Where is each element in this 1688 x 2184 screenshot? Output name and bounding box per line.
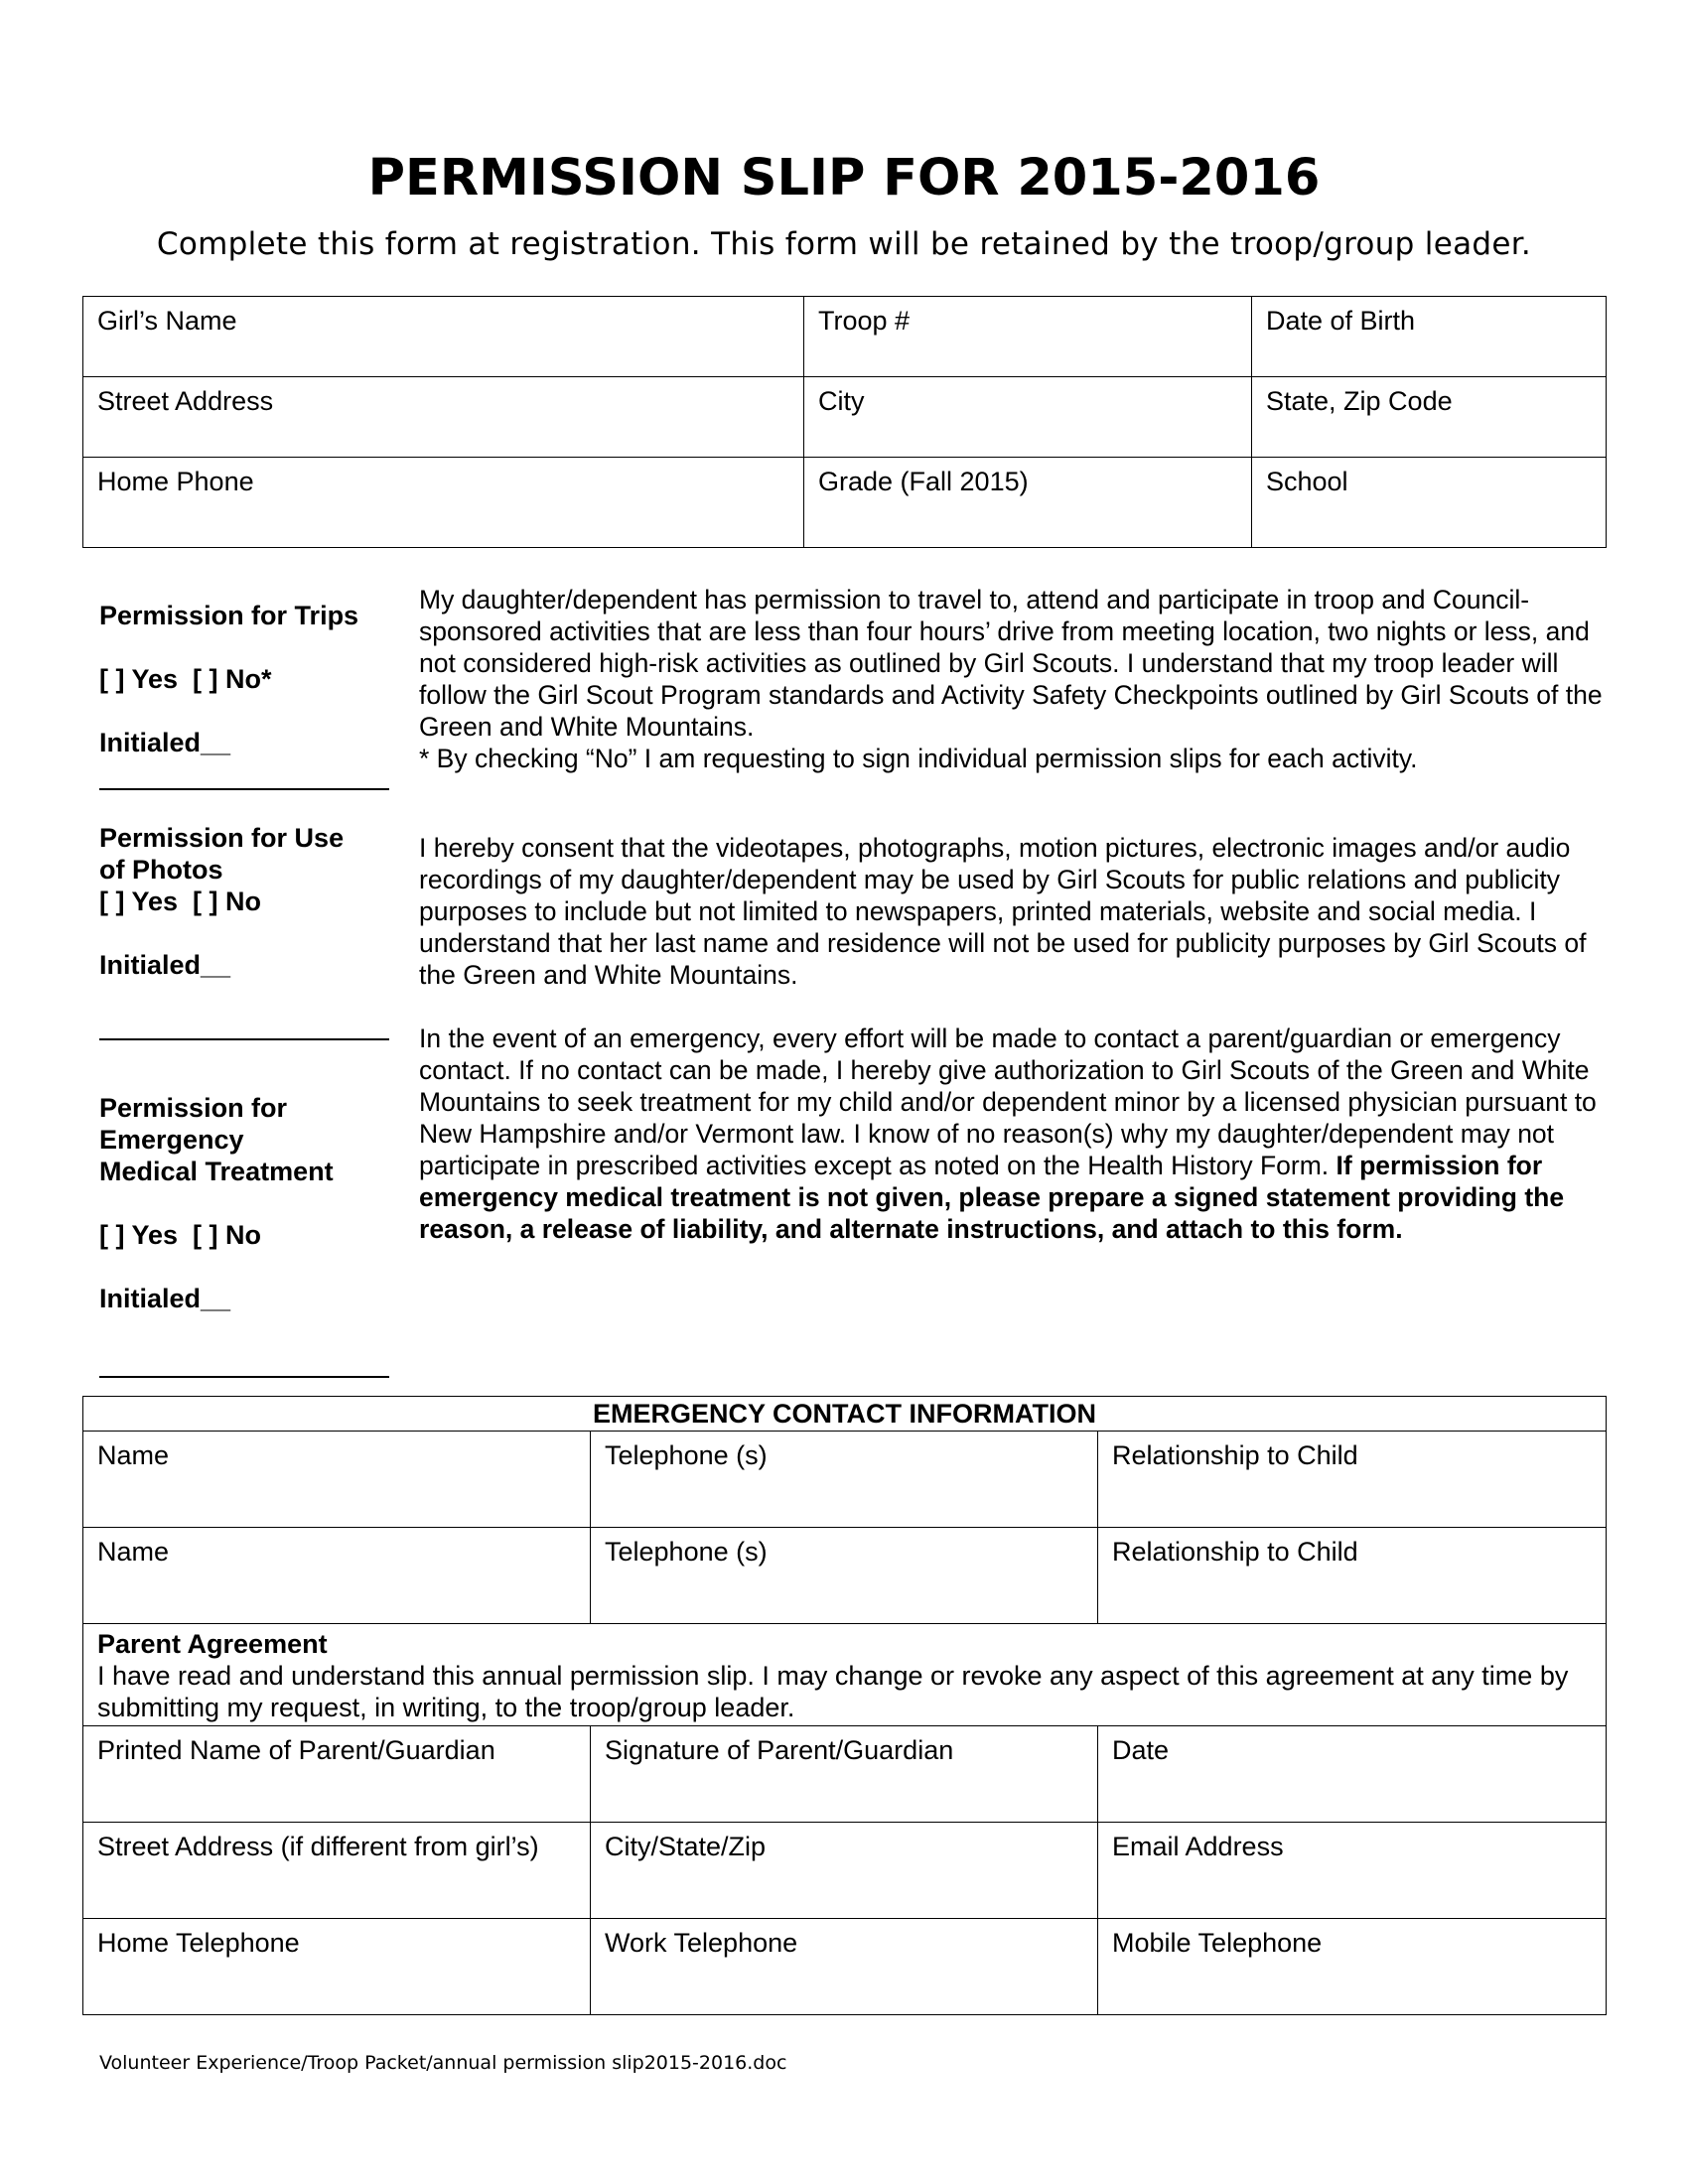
medical-body: In the event of an emergency, every effort will be made to contact a parent/guardian or emergency contact. If no contact can be made, I hereby give authorization to Girl Scouts of the Green and White Mountains to seek treatment for my child and/or dependent minor by a licensed physician pursuant to New Hampshire and/or Vermont law. I know of no reason(s) why my daughter/dependent may not participate in prescribed activities except as noted on the Health History Form. — [419, 1024, 1597, 1180]
photos-initialed[interactable]: Initialed__ — [99, 950, 231, 980]
state-zip-field[interactable]: State, Zip Code — [1252, 377, 1607, 458]
medical-heading-line3: Medical Treatment — [99, 1157, 334, 1186]
parent-email-field[interactable]: Email Address — [1098, 1823, 1607, 1919]
table-row — [83, 1528, 1607, 1624]
divider — [99, 1376, 389, 1378]
parent-agreement-heading: Parent Agreement — [97, 1629, 328, 1659]
parent-agreement-text: I have read and understand this annual permission slip. I may change or revoke any aspect of this agreement at any time by submitting my request, in writing, to the troop/group leader. — [97, 1661, 1569, 1722]
contact-telephone-field[interactable]: Telephone (s) — [591, 1528, 1098, 1624]
photos-heading — [99, 822, 397, 886]
medical-heading — [99, 1092, 397, 1187]
photos-text: I hereby consent that the videotapes, photographs, motion pictures, electronic images and/or audio recordings of my daughter/dependent may be used by Girl Scouts for public relations and publicity purposes to include but not limited to newspapers, printed materials, website and social media. I understand that her last name and residence will not be used for publicity purposes by Girl Scouts of the Green and White Mountains. — [419, 833, 1587, 990]
troop-number-field[interactable]: Troop # — [804, 297, 1252, 377]
table-row — [83, 1726, 1607, 1823]
medical-bold-text: If permission for emergency medical treatment is not given, please prepare a signed statement providing the reason, a release of liability, and alternate instructions, and attach to this form. — [419, 1151, 1565, 1244]
parent-mobile-telephone-field[interactable]: Mobile Telephone — [1098, 1919, 1607, 2015]
table-row — [83, 1919, 1607, 2015]
parent-agreement — [83, 1624, 1607, 1726]
street-address-field[interactable]: Street Address — [83, 377, 804, 458]
page-title: PERMISSION SLIP FOR 2015-2016 — [367, 149, 1321, 207]
contact-relationship-field[interactable]: Relationship to Child — [1098, 1528, 1607, 1624]
table-row — [83, 297, 1607, 377]
table-row — [83, 458, 1607, 548]
parent-work-telephone-field[interactable]: Work Telephone — [591, 1919, 1098, 2015]
table-row — [83, 1624, 1607, 1726]
table-row — [83, 1432, 1607, 1528]
medical-yes-no-checkboxes[interactable]: [ ] Yes [ ] No — [99, 1220, 262, 1250]
parent-street-address-field[interactable]: Street Address (if different from girl’s) — [83, 1823, 591, 1919]
medical-initialed[interactable]: Initialed__ — [99, 1284, 231, 1313]
parent-home-telephone-field[interactable]: Home Telephone — [83, 1919, 591, 2015]
emergency-contact-table — [82, 1396, 1607, 2015]
page-subtitle: Complete this form at registration. This form will be retained by the troop/group leader. — [156, 226, 1532, 262]
trips-text — [419, 584, 1611, 774]
photos-yes-no-checkboxes[interactable]: [ ] Yes [ ] No — [99, 887, 262, 916]
photos-heading-line2: of Photos — [99, 855, 223, 885]
contact-relationship-field[interactable]: Relationship to Child — [1098, 1432, 1607, 1528]
table-header-row — [83, 1397, 1607, 1432]
table-row — [83, 1823, 1607, 1919]
emergency-header: EMERGENCY CONTACT INFORMATION — [83, 1397, 1607, 1432]
parent-date-field[interactable]: Date — [1098, 1726, 1607, 1823]
divider — [99, 1038, 389, 1040]
school-field[interactable]: School — [1252, 458, 1607, 548]
divider — [99, 788, 389, 790]
grade-field[interactable]: Grade (Fall 2015) — [804, 458, 1252, 548]
medical-text — [419, 1023, 1611, 1245]
medical-heading-line2: Emergency — [99, 1125, 244, 1155]
parent-printed-name-field[interactable]: Printed Name of Parent/Guardian — [83, 1726, 591, 1823]
contact-name-field[interactable]: Name — [83, 1528, 591, 1624]
contact-name-field[interactable]: Name — [83, 1432, 591, 1528]
parent-city-state-zip-field[interactable]: City/State/Zip — [591, 1823, 1098, 1919]
table-row — [83, 377, 1607, 458]
footer-file-path: Volunteer Experience/Troop Packet/annual permission slip2015-2016.doc — [99, 2052, 787, 2074]
trips-initialed[interactable]: Initialed__ — [99, 728, 231, 757]
contact-telephone-field[interactable]: Telephone (s) — [591, 1432, 1098, 1528]
trips-body: My daughter/dependent has permission to travel to, attend and participate in troop and Council- sponsored activities that are less than four hours’ drive from meeting location, two nights or less, and not considered high-risk activities as outlined by Girl Scouts. I understand that my troop leader will follow the Girl Scout Program standards and Activity Safety Checkpoints outlined by Girl Scouts of the Green and White Mountains. — [419, 585, 1603, 742]
home-phone-field[interactable]: Home Phone — [83, 458, 804, 548]
photos-heading-line1: Permission for Use — [99, 823, 345, 853]
trips-heading: Permission for Trips — [99, 601, 359, 630]
parent-signature-field[interactable]: Signature of Parent/Guardian — [591, 1726, 1098, 1823]
trips-note: * By checking “No” I am requesting to sign individual permission slips for each activity. — [419, 744, 1418, 773]
medical-heading-line1: Permission for — [99, 1093, 288, 1123]
date-of-birth-field[interactable]: Date of Birth — [1252, 297, 1607, 377]
girls-name-field[interactable]: Girl’s Name — [83, 297, 804, 377]
girl-info-table — [82, 296, 1607, 548]
city-field[interactable]: City — [804, 377, 1252, 458]
trips-yes-no-checkboxes[interactable]: [ ] Yes [ ] No* — [99, 664, 272, 694]
